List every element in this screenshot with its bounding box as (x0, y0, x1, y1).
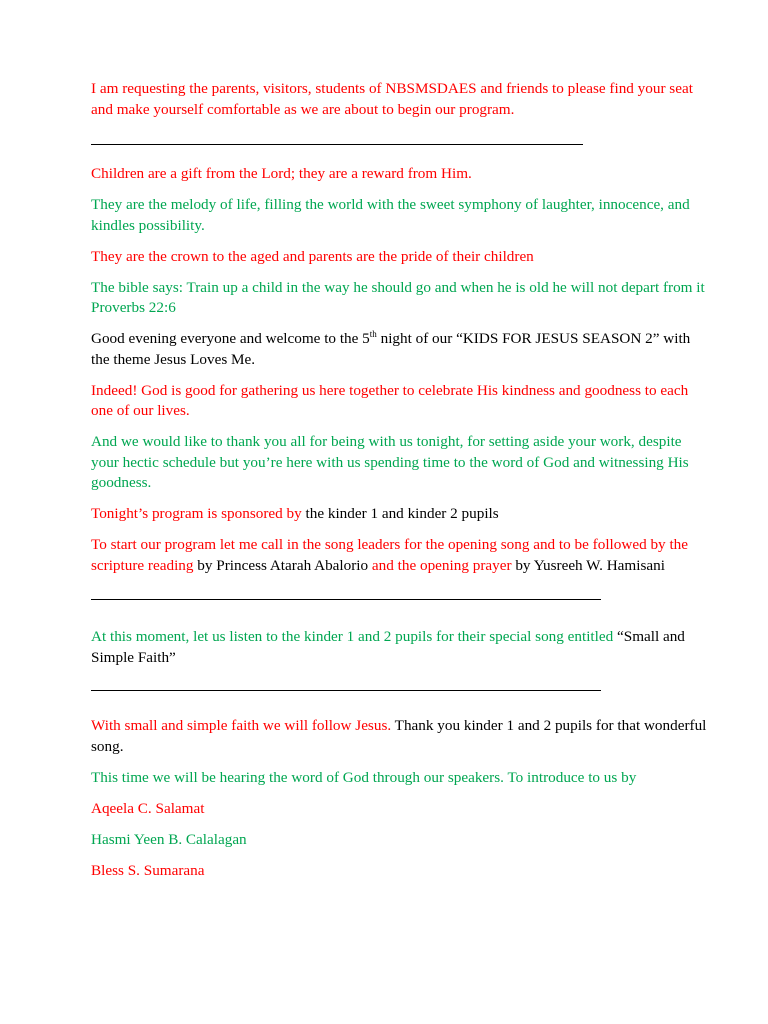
sponsor-names: the kinder 1 and kinder 2 pupils (301, 505, 499, 522)
separator-line (91, 599, 601, 600)
crown-paragraph: They are the crown to the aged and parents are the pride of their children (91, 247, 534, 265)
sponsor-intro: Tonight’s program is sponsored by (91, 505, 302, 522)
separator-line (91, 144, 583, 145)
god-is-good-paragraph: Indeed! God is good for gathering us here together to celebrate His kindness and goodness to each one of our lives. (91, 381, 689, 419)
special-song-paragraph (91, 627, 708, 668)
song-thanks-paragraph (91, 716, 708, 757)
children-gift-paragraph: Children are a gift from the Lord; they are a reward from Him. (91, 165, 472, 182)
melody-of-life-paragraph: They are the melody of life, filling the world with the sweet symphony of laughter, innocence, and kindles possibility. (91, 196, 690, 234)
separator-line (91, 690, 601, 691)
speakers-intro-paragraph: This time we will be hearing the word of God through our speakers. To introduce to us by (91, 768, 637, 786)
welcome-text-end: night of our “KIDS FOR JESUS SEASON 2” with the theme Jesus Loves Me. (91, 330, 691, 368)
prayer-leader: by Yusreeh W. Hamisani (511, 556, 665, 574)
song-title: “Small and Simple Faith” (91, 628, 685, 666)
opening-request-paragraph: I am requesting the parents, visitors, students of NBSMSDAES and friends to please find your seat and make yourself comfortable as we are about to begin our program. (91, 80, 693, 118)
song-thanks-text: Thank you kinder 1 and 2 pupils for that wonderful song. (91, 717, 707, 755)
bible-verse-paragraph: The bible says: Train up a child in the way he should go and when he is old he will not depart from it Proverbs 22:6 (91, 278, 705, 316)
scripture-reader: by Princess Atarah Abalorio (193, 556, 369, 574)
speaker-name: Hasmi Yeen B. Calalagan (91, 830, 247, 848)
thank-you-paragraph: And we would like to thank you all for being with us tonight, for setting aside your work, despite your hectic schedule but you’re here with us spending time to the word of God and witnessing His goodness. (91, 433, 689, 491)
speaker-name: Aqeela C. Salamat (91, 799, 205, 817)
welcome-text-start: Good evening everyone and welcome to the 5 (91, 330, 370, 347)
speaker-name: Bless S. Sumarana (91, 861, 205, 879)
opening-prayer-text: and the opening prayer (368, 556, 512, 574)
program-start-paragraph (91, 535, 708, 576)
welcome-paragraph (91, 329, 708, 370)
special-song-intro: At this moment, let us listen to the kinder 1 and 2 pupils for their special song entitled (91, 628, 614, 645)
program-start-text: To start our program let me call in the song leaders for the opening song and to be followed by the scripture reading (91, 536, 688, 574)
ordinal-suffix: th (369, 328, 377, 339)
sponsor-paragraph (91, 504, 708, 525)
simple-faith-text: With small and simple faith we will follow Jesus. (91, 717, 392, 734)
